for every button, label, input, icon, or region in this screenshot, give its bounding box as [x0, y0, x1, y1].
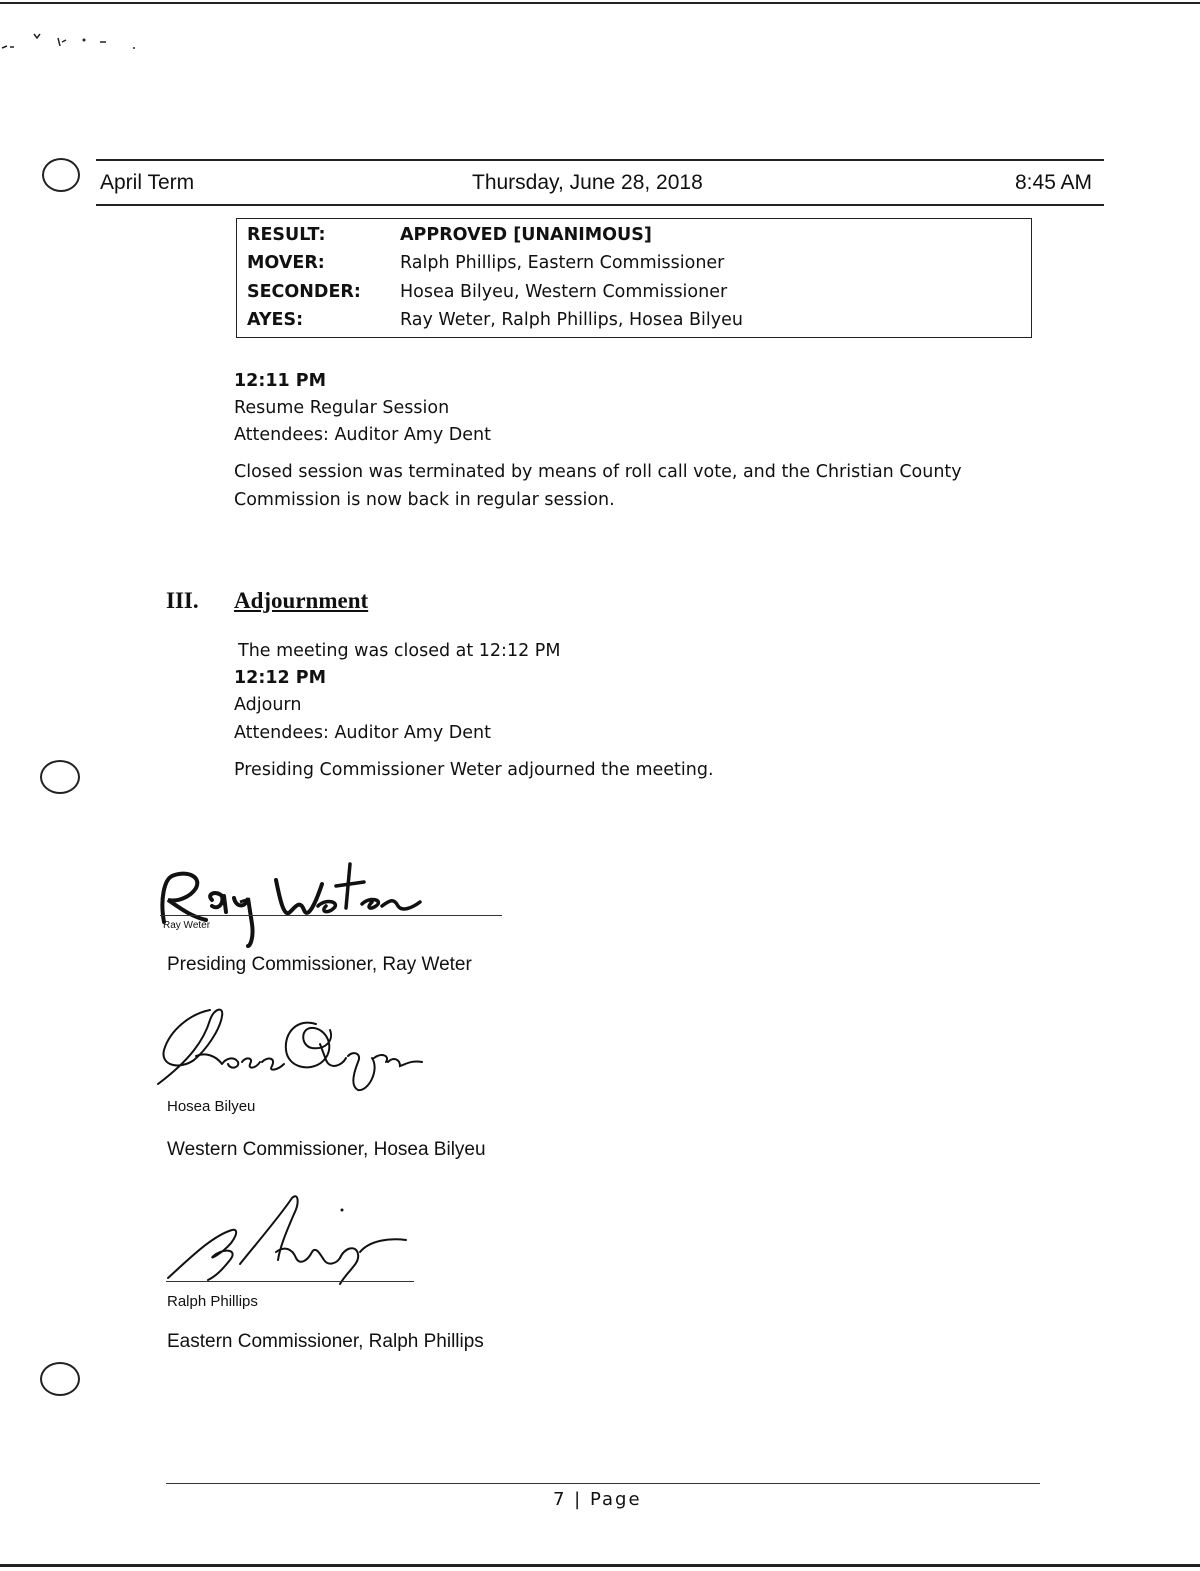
page-number: 7 | Page [553, 1489, 642, 1510]
header-top-rule [96, 159, 1104, 161]
ayes-value: Ray Weter, Ralph Phillips, Hosea Bilyeu [400, 310, 743, 330]
header-bottom-rule [96, 204, 1104, 206]
signatory-title: Western Commissioner, Hosea Bilyeu [167, 1139, 486, 1160]
scan-bottom-edge [0, 1564, 1200, 1567]
adjourn-text: Presiding Commissioner Weter adjourned the meeting. [234, 760, 714, 780]
adjourn-attendees: Attendees: Auditor Amy Dent [234, 723, 491, 743]
footer-rule [166, 1483, 1040, 1484]
binder-hole-icon [40, 1362, 80, 1396]
result-label: RESULT: [247, 225, 326, 245]
signatory-title: Eastern Commissioner, Ralph Phillips [167, 1331, 484, 1352]
ayes-label: AYES: [247, 310, 304, 330]
scan-speckles [0, 28, 150, 58]
signature-printed-name: Ray Weter [163, 920, 211, 931]
section-number: III. [166, 588, 199, 613]
signature-printed-name: Ralph Phillips [167, 1293, 258, 1310]
binder-hole-icon [40, 760, 80, 794]
signature-line [160, 915, 502, 916]
seconder-label: SECONDER: [247, 282, 361, 302]
signature-ray-weter [150, 850, 450, 950]
signature-line [166, 1281, 414, 1282]
binder-hole-icon [42, 158, 80, 192]
header-date: Thursday, June 28, 2018 [472, 171, 703, 194]
vote-result-box [236, 218, 1032, 338]
section-title: Adjournment [234, 588, 369, 613]
resume-attendees: Attendees: Auditor Amy Dent [234, 425, 491, 445]
mover-label: MOVER: [247, 253, 325, 273]
adjourn-time: 12:12 PM [234, 668, 327, 688]
signatory-title: Presiding Commissioner, Ray Weter [167, 954, 472, 975]
adjourn-item: Adjourn [234, 695, 302, 715]
signature-ralph-phillips [160, 1188, 440, 1288]
signature-printed-name: Hosea Bilyeu [167, 1098, 256, 1115]
resume-time: 12:11 PM [234, 371, 327, 391]
scan-top-edge [0, 2, 1200, 4]
mover-value: Ralph Phillips, Eastern Commissioner [400, 253, 725, 273]
header-time: 8:45 AM [1015, 171, 1093, 194]
resume-text-line-2: Commission is now back in regular session. [234, 490, 615, 510]
seconder-value: Hosea Bilyeu, Western Commissioner [400, 282, 728, 302]
resume-item: Resume Regular Session [234, 398, 450, 418]
signature-hosea-bilyeu [150, 1000, 450, 1100]
result-value: APPROVED [UNANIMOUS] [400, 225, 652, 245]
resume-text-line-1: Closed session was terminated by means of roll call vote, and the Christian County [234, 462, 962, 482]
adjourn-closed-text: The meeting was closed at 12:12 PM [238, 641, 561, 661]
header-term: April Term [100, 171, 195, 194]
